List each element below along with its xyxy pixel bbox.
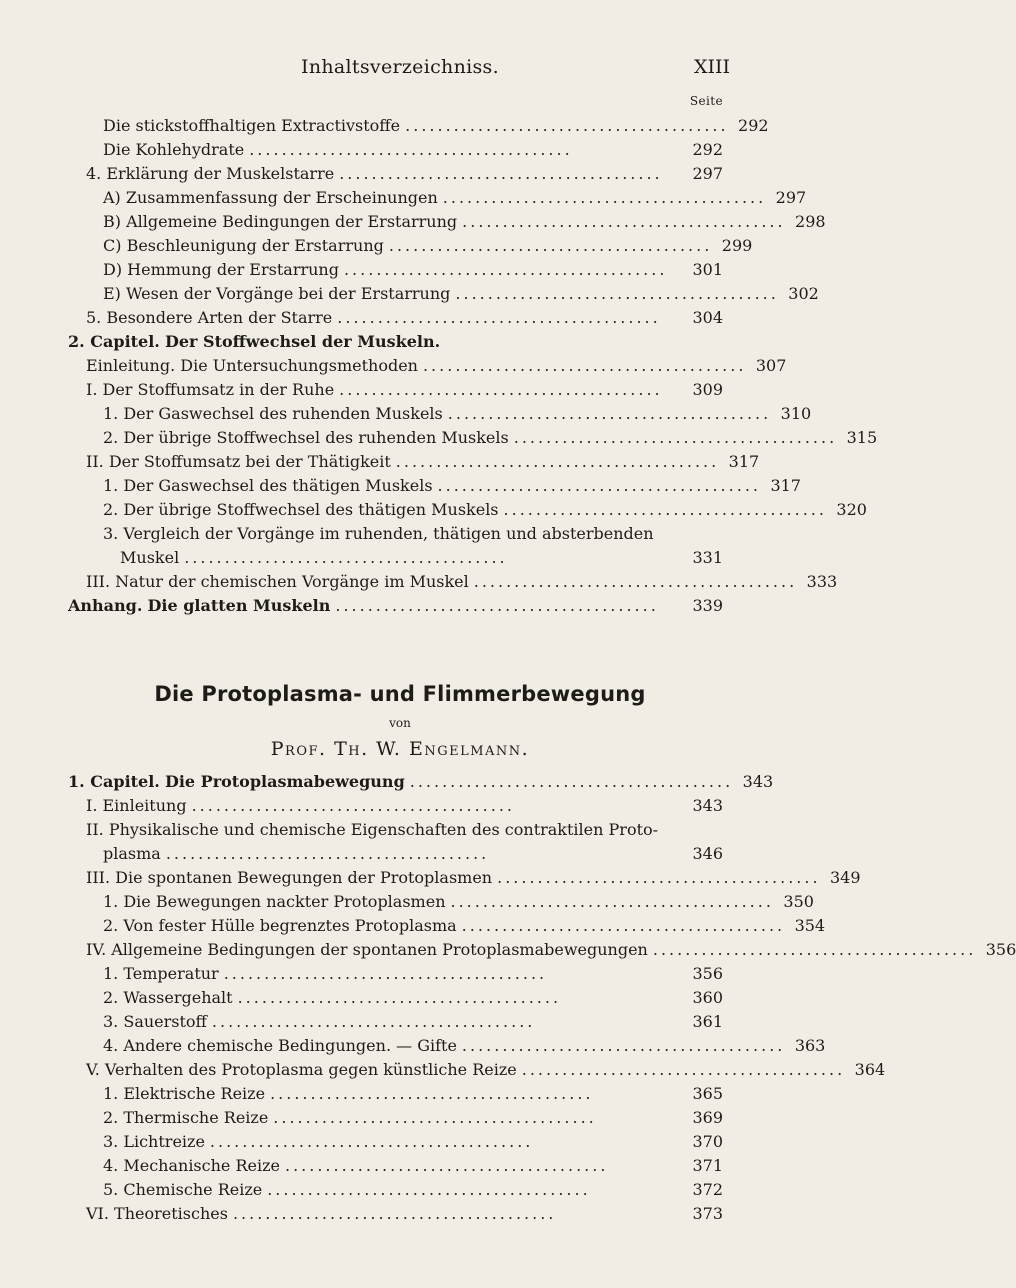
toc-entry-continued: II. Physikalische und chemische Eigenschaften des contraktilen Proto- (86, 820, 659, 839)
toc-entry: D) Hemmung der Erstarrung ........................................ 301 (103, 260, 723, 279)
toc-entry: 3. Lichtreize ........................................ 370 (103, 1132, 723, 1151)
toc-entry: 4. Erklärung der Muskelstarre ........................................ 297 (86, 164, 723, 183)
toc-entry: 5. Chemische Reize ........................................ 372 (103, 1180, 723, 1199)
toc-entry: Die Kohlehydrate ........................................ 292 (103, 140, 723, 159)
toc-entry: C) Beschleunigung der Erstarrung ........................................ 299 (103, 236, 753, 255)
toc-entry: II. Der Stoffumsatz bei der Thätigkeit ........................................ 317 (86, 452, 760, 471)
section-author: Prof. Th. W. Engelmann. (270, 738, 530, 760)
toc-entry: 2. Thermische Reize ........................................ 369 (103, 1108, 723, 1127)
toc-entry: 4. Mechanische Reize ........................................ 371 (103, 1156, 723, 1175)
section-von: von (389, 716, 411, 730)
toc-entry: 1. Der Gaswechsel des thätigen Muskels ........................................ 317 (103, 476, 801, 495)
toc-entry: B) Allgemeine Bedingungen der Erstarrung ........................................ 298 (103, 212, 826, 231)
toc-entry: E) Wesen der Vorgänge bei der Erstarrung ........................................ 302 (103, 284, 819, 303)
toc-entry: 1. Temperatur ........................................ 356 (103, 964, 723, 983)
toc-entry: 2. Von fester Hülle begrenztes Protoplasma ........................................ 354 (103, 916, 826, 935)
section-title: Die Protoplasma- und Flimmerbewegung (154, 682, 646, 706)
toc-entry-continued: 3. Vergleich der Vorgänge im ruhenden, thätigen und absterbenden (103, 524, 654, 543)
toc-entry: 5. Besondere Arten der Starre ........................................ 304 (86, 308, 723, 327)
toc-entry: I. Einleitung ........................................ 343 (86, 796, 723, 815)
toc-entry: A) Zusammenfassung der Erscheinungen ........................................ 297 (103, 188, 807, 207)
toc-entry: 2. Wassergehalt ........................................ 360 (103, 988, 723, 1007)
page-number: XIII (693, 56, 730, 78)
chapter-heading: 1. Capitel. Die Protoplasmabewegung ........................................ 343 (68, 772, 774, 791)
toc-entry: 2. Der übrige Stoffwechsel des thätigen Muskels ........................................ 320 (103, 500, 867, 519)
seite-column-label: Seite (689, 94, 723, 108)
toc-entry: Muskel ........................................ 331 (120, 548, 723, 567)
running-header (0, 56, 800, 86)
running-title: Inhaltsverzeichniss. (301, 56, 499, 78)
toc-entry: 3. Sauerstoff ........................................ 361 (103, 1012, 723, 1031)
toc-entry: 2. Der übrige Stoffwechsel des ruhenden Muskels ........................................ 315 (103, 428, 878, 447)
toc-entry: 1. Die Bewegungen nackter Protoplasmen ........................................ 350 (103, 892, 814, 911)
toc-entry: 4. Andere chemische Bedingungen. — Gifte ........................................ 363 (103, 1036, 826, 1055)
chapter-heading: 2. Capitel. Der Stoffwechsel der Muskeln. (68, 332, 441, 351)
toc-entry: plasma ........................................ 346 (103, 844, 723, 863)
toc-entry: Die stickstoffhaltigen Extractivstoffe ........................................ 292 (103, 116, 769, 135)
toc-entry: I. Der Stoffumsatz in der Ruhe ........................................ 309 (86, 380, 723, 399)
toc-entry: Einleitung. Die Untersuchungsmethoden ........................................ 307 (86, 356, 787, 375)
toc-entry: 1. Elektrische Reize ........................................ 365 (103, 1084, 723, 1103)
toc-entry: III. Die spontanen Bewegungen der Protoplasmen ........................................ 349 (86, 868, 861, 887)
toc-appendix-entry: Anhang. Die glatten Muskeln ........................................ 339 (68, 596, 723, 615)
toc-entry: III. Natur der chemischen Vorgänge im Muskel ........................................ 333 (86, 572, 838, 591)
toc-entry: IV. Allgemeine Bedingungen der spontanen Protoplasmabewegungen ........................................ 356 (86, 940, 1016, 959)
toc-entry: V. Verhalten des Protoplasma gegen künstliche Reize ........................................ 364 (86, 1060, 886, 1079)
toc-entry: VI. Theoretisches ........................................ 373 (86, 1204, 723, 1223)
toc-entry: 1. Der Gaswechsel des ruhenden Muskels ........................................ 310 (103, 404, 812, 423)
